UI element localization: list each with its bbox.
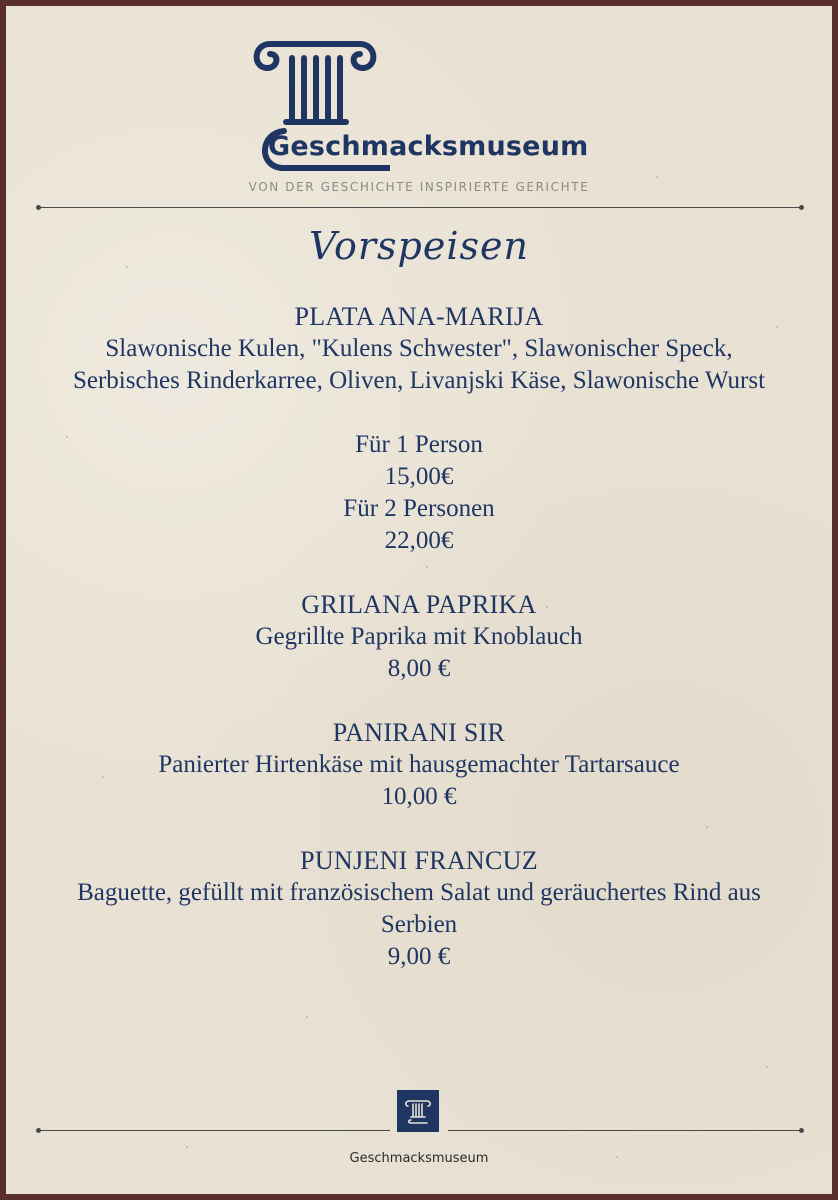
brand-name: Geschmacksmuseum — [268, 131, 589, 162]
top-divider — [38, 207, 802, 208]
menu-page — [6, 6, 832, 1194]
item-name: PLATA ANA-MARIJA — [294, 302, 544, 331]
header-logo — [6, 6, 832, 206]
menu-item — [6, 717, 832, 813]
item-description: Baguette, gefüllt mit französischem Salat und geräuchertes Rind aus — [77, 879, 761, 906]
item-price: 9,00 € — [387, 943, 451, 970]
ionic-column-icon — [397, 1090, 439, 1132]
menu-list — [6, 301, 832, 973]
item-description: Slawonische Kulen, "Kulens Schwester", Slawonischer Speck, — [105, 335, 733, 362]
brand-tagline: VON DER GESCHICHTE INSPIRIERTE GERICHTE — [248, 180, 590, 194]
item-price: 8,00 € — [387, 655, 451, 682]
item-price: 22,00€ — [384, 527, 454, 554]
item-price: 15,00€ — [384, 463, 454, 490]
footer-logo — [397, 1090, 439, 1132]
item-description: Gegrillte Paprika mit Knoblauch — [255, 623, 583, 650]
item-description: Panierter Hirtenkäse mit hausgemachter Tartarsauce — [158, 751, 680, 778]
bottom-divider-right — [448, 1130, 802, 1131]
item-description: Serbien — [380, 911, 458, 938]
footer-brand-name: Geschmacksmuseum — [349, 1151, 489, 1166]
item-name: GRILANA PAPRIKA — [301, 590, 537, 619]
portion-label: Für 2 Personen — [343, 495, 495, 522]
section-title: Vorspeisen — [309, 224, 529, 268]
menu-item — [6, 589, 832, 685]
item-description: Serbisches Rinderkarree, Oliven, Livanjski Käse, Slawonische Wurst — [72, 367, 766, 394]
menu-item — [6, 845, 832, 973]
bottom-divider-left — [38, 1130, 390, 1131]
item-name: PANIRANI SIR — [332, 718, 506, 747]
item-name: PUNJENI FRANCUZ — [300, 846, 538, 875]
menu-item — [6, 301, 832, 557]
portion-label: Für 1 Person — [355, 431, 483, 458]
item-price: 10,00 € — [381, 783, 457, 810]
